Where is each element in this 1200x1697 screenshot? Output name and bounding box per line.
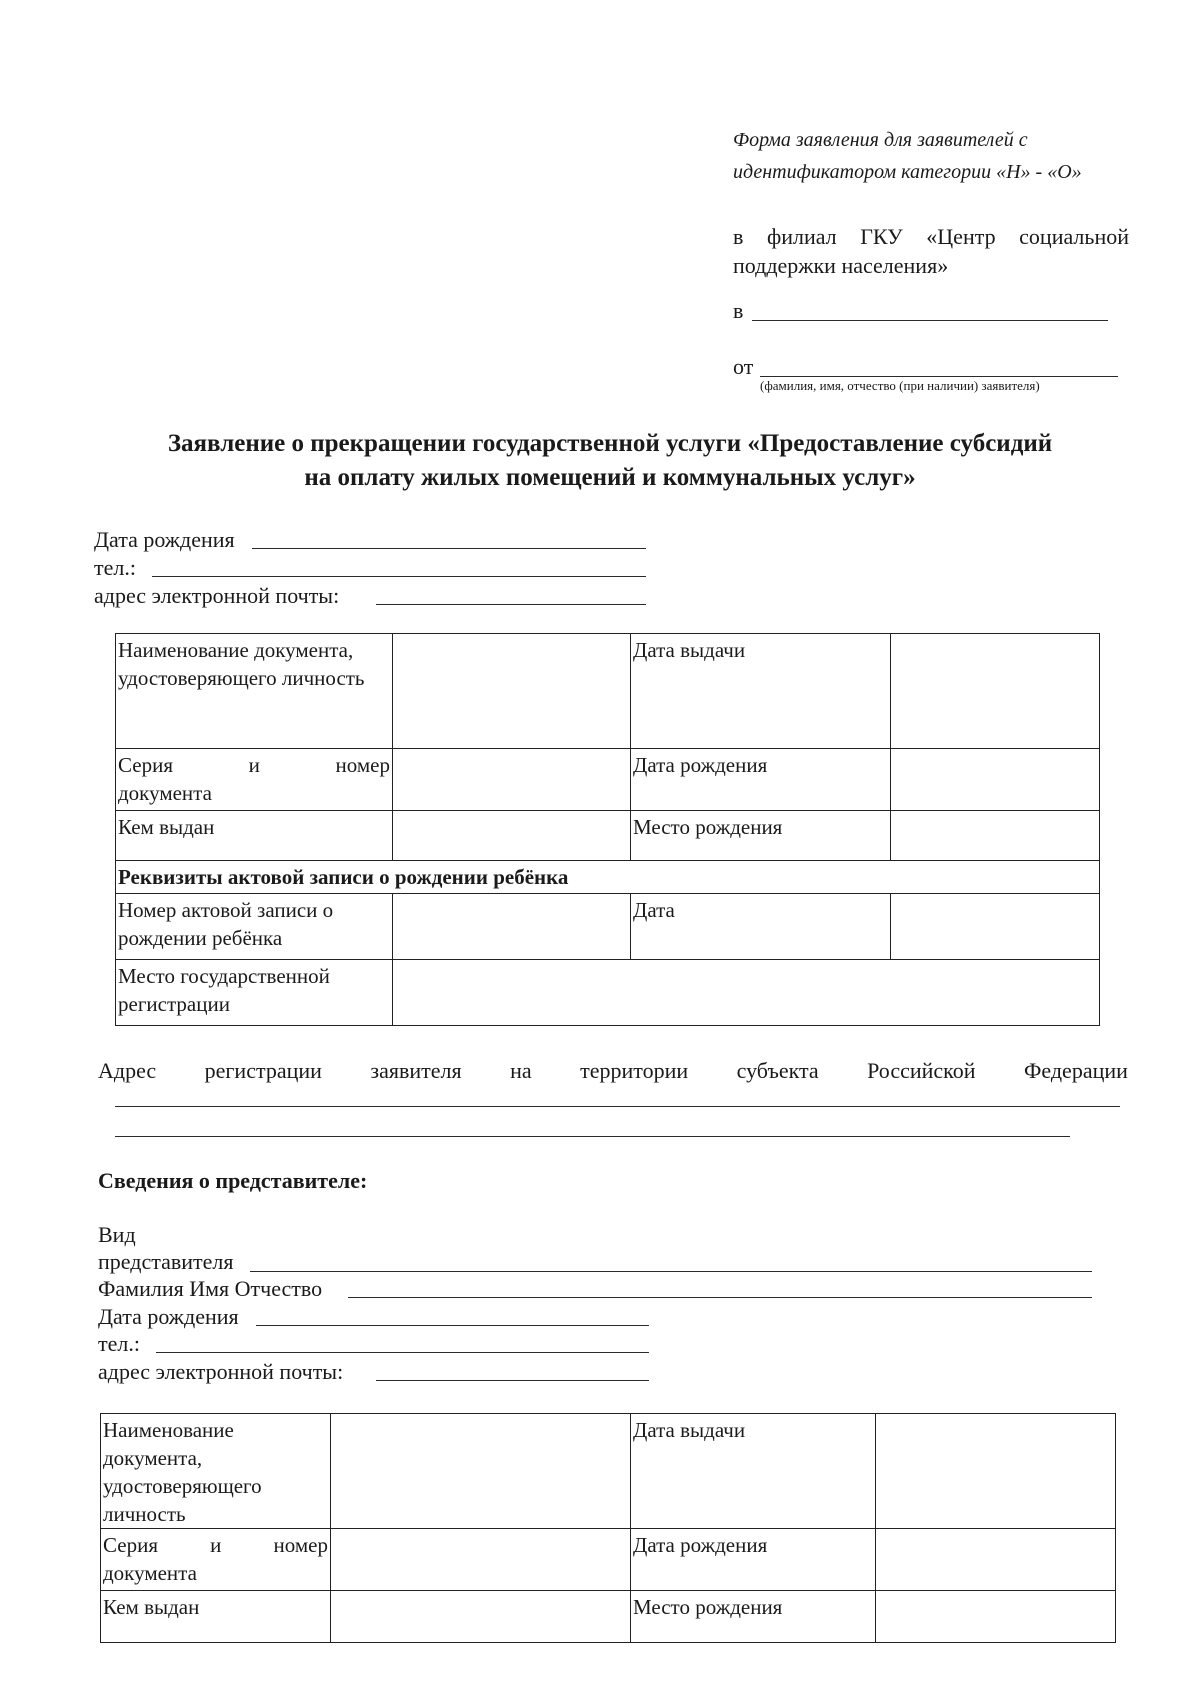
rep-birth-place-label-cell: Место рождения xyxy=(631,1591,876,1643)
addressee-text: в филиал ГКУ «Центр социальной поддержки населения» xyxy=(733,224,1129,278)
representative-fio-label: Фамилия Имя Отчество xyxy=(98,1276,323,1301)
representative-email-field-line[interactable] xyxy=(376,1380,649,1381)
form-type-note-line1: Форма заявления для заявителей с xyxy=(733,129,1028,151)
address-word: территории xyxy=(580,1058,689,1083)
series-label-word2: и xyxy=(248,753,260,777)
rep-series-label-word3: номер xyxy=(273,1533,328,1557)
table-row xyxy=(101,1529,1116,1591)
representative-phone-label: тел.: xyxy=(98,1331,140,1356)
representative-document-table xyxy=(100,1413,1116,1643)
branch-field-line[interactable] xyxy=(752,320,1108,321)
table-row xyxy=(116,634,1100,749)
representative-section-title: Сведения о представителе: xyxy=(98,1168,368,1193)
branch-in-label: в xyxy=(733,298,744,323)
table-row xyxy=(116,861,1100,894)
representative-email-label: адрес электронной почты: xyxy=(98,1359,344,1384)
act-record-header-cell: Реквизиты актовой записи о рождении ребёнка xyxy=(116,861,1100,894)
rep-issued-by-label-cell: Кем выдан xyxy=(101,1591,331,1643)
rep-doc-name-label-cell: Наименование документа, удостоверяющего личность xyxy=(101,1414,331,1529)
document-title-line2: на оплату жилых помещений и коммунальных услуг» xyxy=(304,464,916,491)
birth-place-label-cell: Место рождения xyxy=(631,811,891,861)
issue-date-label-cell: Дата выдачи xyxy=(631,634,891,749)
address-word: регистрации xyxy=(204,1058,322,1083)
series-label-word4: документа xyxy=(118,781,212,805)
rep-series-number-label-cell xyxy=(101,1529,331,1591)
registration-place-label-cell: Место государственной регистрации xyxy=(116,960,393,1026)
table-row xyxy=(101,1414,1116,1529)
representative-phone-field-line[interactable] xyxy=(156,1352,649,1353)
rep-issued-by-value-cell[interactable] xyxy=(331,1591,631,1643)
registration-address-field-line-2[interactable] xyxy=(115,1136,1070,1137)
address-word: заявителя xyxy=(370,1058,462,1083)
series-label-word1: Серия xyxy=(118,753,173,777)
address-word: субъекта xyxy=(736,1058,819,1083)
table-row xyxy=(116,749,1100,811)
act-date-label-cell: Дата xyxy=(631,894,891,960)
applicant-phone-field-line[interactable] xyxy=(152,576,646,577)
address-word: на xyxy=(510,1058,532,1083)
applicant-email-label: адрес электронной почты: xyxy=(94,583,340,608)
rep-doc-name-value-cell[interactable] xyxy=(331,1414,631,1529)
rep-birth-place-value-cell[interactable] xyxy=(876,1591,1116,1643)
applicant-birth-date-field-line[interactable] xyxy=(252,548,646,549)
form-type-note xyxy=(733,124,1082,188)
representative-fio-field-line[interactable] xyxy=(348,1297,1092,1298)
doc-name-label-cell: Наименование документа, удостоверяющего личность xyxy=(116,634,393,749)
rep-issue-date-value-cell[interactable] xyxy=(876,1414,1116,1529)
applicant-birth-date-label: Дата рождения xyxy=(94,527,235,552)
registration-address-field-line-1[interactable] xyxy=(115,1106,1120,1107)
address-word: Российской xyxy=(867,1058,976,1083)
act-record-number-value-cell[interactable] xyxy=(393,894,631,960)
representative-birth-date-label: Дата рождения xyxy=(98,1304,239,1329)
birth-date-value-cell[interactable] xyxy=(891,749,1100,811)
applicant-name-caption: (фамилия, имя, отчество (при наличии) заявителя) xyxy=(760,378,1040,393)
table-row xyxy=(116,811,1100,861)
birth-date-label-cell: Дата рождения xyxy=(631,749,891,811)
address-word: Адрес xyxy=(98,1058,157,1083)
registration-place-value-cell[interactable] xyxy=(393,960,1100,1026)
document-title-line1: Заявление о прекращении государственной услуги «Предоставление субсидий xyxy=(167,430,1053,457)
registration-address-label xyxy=(98,1058,1128,1084)
act-date-value-cell[interactable] xyxy=(891,894,1100,960)
representative-type-field-line[interactable] xyxy=(250,1271,1092,1272)
issue-date-value-cell[interactable] xyxy=(891,634,1100,749)
representative-birth-date-field-line[interactable] xyxy=(256,1325,649,1326)
applicant-document-table xyxy=(115,633,1100,1026)
rep-issue-date-label-cell: Дата выдачи xyxy=(631,1414,876,1529)
series-number-value-cell[interactable] xyxy=(393,749,631,811)
table-row xyxy=(116,894,1100,960)
document-title xyxy=(80,427,1140,495)
issued-by-label-cell: Кем выдан xyxy=(116,811,393,861)
series-number-label-cell xyxy=(116,749,393,811)
series-label-word3: номер xyxy=(335,753,390,777)
rep-series-number-value-cell[interactable] xyxy=(331,1529,631,1591)
form-type-note-line2: идентификатором категории «Н» - «О» xyxy=(733,161,1082,183)
from-label: от xyxy=(733,354,754,379)
rep-series-label-word4: документа xyxy=(103,1561,197,1585)
representative-type-label-line2: представителя xyxy=(98,1249,234,1274)
rep-birth-date-value-cell[interactable] xyxy=(876,1529,1116,1591)
applicant-phone-label: тел.: xyxy=(94,555,136,580)
representative-type-label-line1: Вид xyxy=(98,1222,136,1247)
applicant-name-field-line[interactable] xyxy=(760,376,1118,377)
rep-series-label-word1: Серия xyxy=(103,1533,158,1557)
birth-place-value-cell[interactable] xyxy=(891,811,1100,861)
table-row xyxy=(116,960,1100,1026)
address-word: Федерации xyxy=(1024,1058,1128,1083)
rep-series-label-word2: и xyxy=(210,1533,222,1557)
table-row xyxy=(101,1591,1116,1643)
act-record-number-label-cell: Номер актовой записи о рождении ребёнка xyxy=(116,894,393,960)
rep-birth-date-label-cell: Дата рождения xyxy=(631,1529,876,1591)
issued-by-value-cell[interactable] xyxy=(393,811,631,861)
doc-name-value-cell[interactable] xyxy=(393,634,631,749)
applicant-email-field-line[interactable] xyxy=(376,604,646,605)
